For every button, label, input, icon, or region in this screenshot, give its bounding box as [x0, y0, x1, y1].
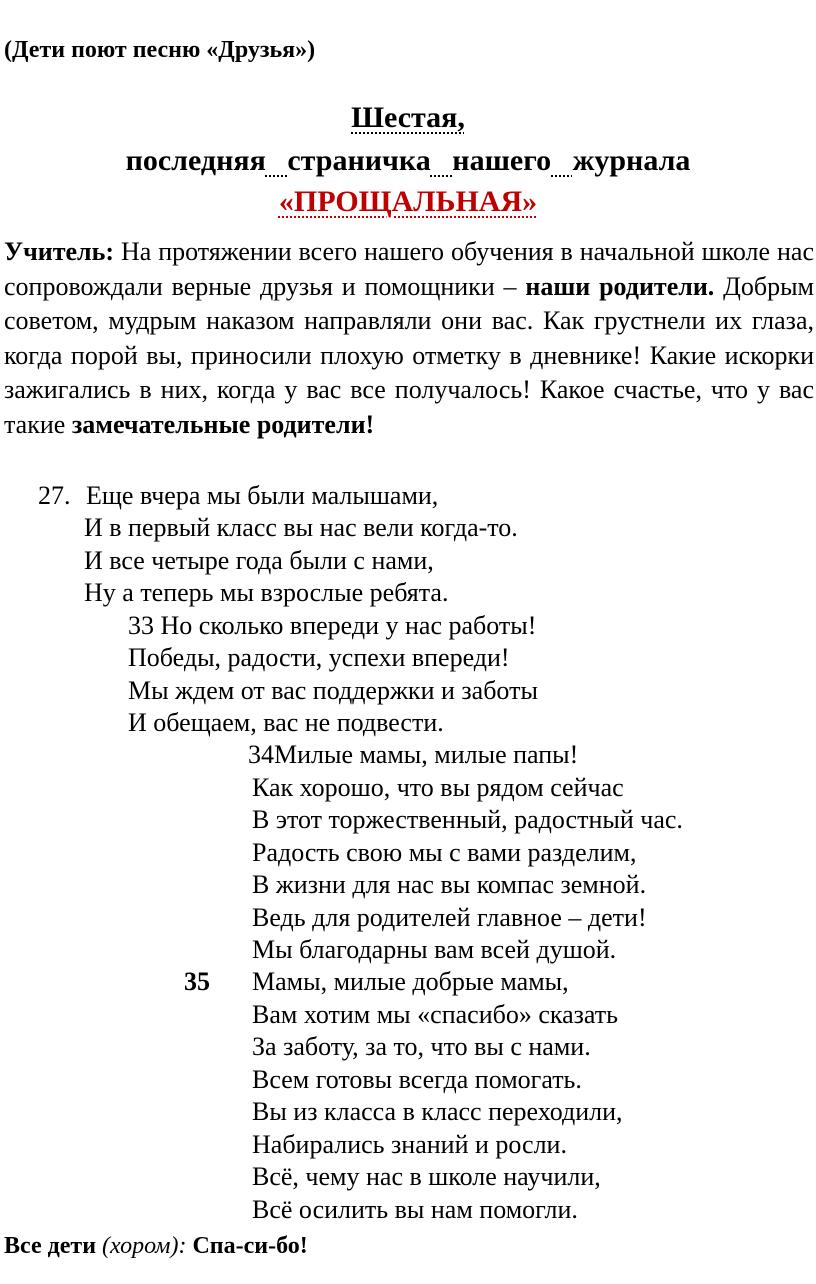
- poem-line: В жизни для нас вы компас земной.: [252, 870, 647, 899]
- finale-direction: (хором):: [102, 1233, 187, 1259]
- poem-line: Мы благодарны вам всей душой.: [252, 935, 617, 964]
- poem-line: Всем готовы всегда помогать.: [252, 1065, 582, 1094]
- poem-line: Ну а теперь мы взрослые ребята.: [84, 578, 449, 607]
- poem-line: За заботу, за то, что вы с нами.: [252, 1032, 591, 1061]
- poem-line: Как хорошо, что вы рядом сейчас: [252, 773, 624, 802]
- poem-line: И обещаем, вас не подвести.: [128, 708, 444, 737]
- poem-number: 27.: [38, 481, 71, 510]
- section-title-subtitle: последняя страничка нашего журнала: [125, 144, 691, 177]
- finale-text: Спа-си-бо!: [192, 1233, 308, 1259]
- poem-line: Победы, радости, успехи впереди!: [128, 643, 510, 672]
- poem-line: 33 Но сколько впереди у нас работы!: [128, 611, 537, 640]
- poem-line: В этот торжественный, радостный час.: [252, 805, 683, 834]
- poem-line: Мы ждем от вас поддержки и заботы: [128, 676, 538, 705]
- section-title-name: «ПРОЩАЛЬНАЯ»: [278, 185, 538, 218]
- poem-line: И все четыре года были с нами,: [84, 546, 434, 575]
- section-title-line1: [0, 100, 816, 136]
- poem-line: Ведь для родителей главное – дети!: [252, 903, 647, 932]
- teacher-text-2: Добрым советом, мудрым наказом направляли они вас. Как грустнели их глаза, когда порой вы, приносили плохую отметку в дневнике! Какие искорки зажигались в них, когда у вас все получалось! Какое счастье, что у вас такие: [4, 271, 815, 439]
- section-title-line2: [0, 143, 816, 179]
- stage-direction: (Дети поют песню «Друзья»): [4, 37, 316, 63]
- teacher-text-1: На протяжении всего нашего обучения в начальной школе нас сопровождали верные друзья и помощники –: [4, 237, 814, 301]
- teacher-paragraph: [4, 235, 814, 442]
- section-title-number: Шестая,: [351, 101, 465, 134]
- poem-number: 35: [184, 967, 210, 996]
- poem-line: Вам хотим мы «спасибо» сказать: [252, 1000, 619, 1029]
- teacher-bold-1: наши родители.: [525, 271, 715, 301]
- section-title-line3: [0, 184, 816, 220]
- poem-line: Еще вчера мы были малышами,: [86, 481, 439, 510]
- poem-line: Всё, чему нас в школе научили,: [252, 1162, 601, 1191]
- poem-line: Радость свою мы с вами разделим,: [252, 838, 637, 867]
- poem-line: 34Милые мамы, милые папы!: [248, 740, 579, 769]
- teacher-bold-2: замечательные родители!: [71, 409, 375, 439]
- poem-line: Вы из класса в класс переходили,: [252, 1097, 623, 1126]
- poem-line: Мамы, милые добрые мамы,: [252, 967, 569, 996]
- poem-line: Всё осилить вы нам помогли.: [252, 1195, 578, 1224]
- finale-line: [4, 1230, 308, 1262]
- teacher-speaker: Учитель:: [4, 237, 115, 266]
- finale-speaker: Все дети: [4, 1233, 97, 1259]
- poem-line: Набирались знаний и росли.: [252, 1130, 567, 1159]
- poem-line: И в первый класс вы нас вели когда-то.: [84, 513, 518, 542]
